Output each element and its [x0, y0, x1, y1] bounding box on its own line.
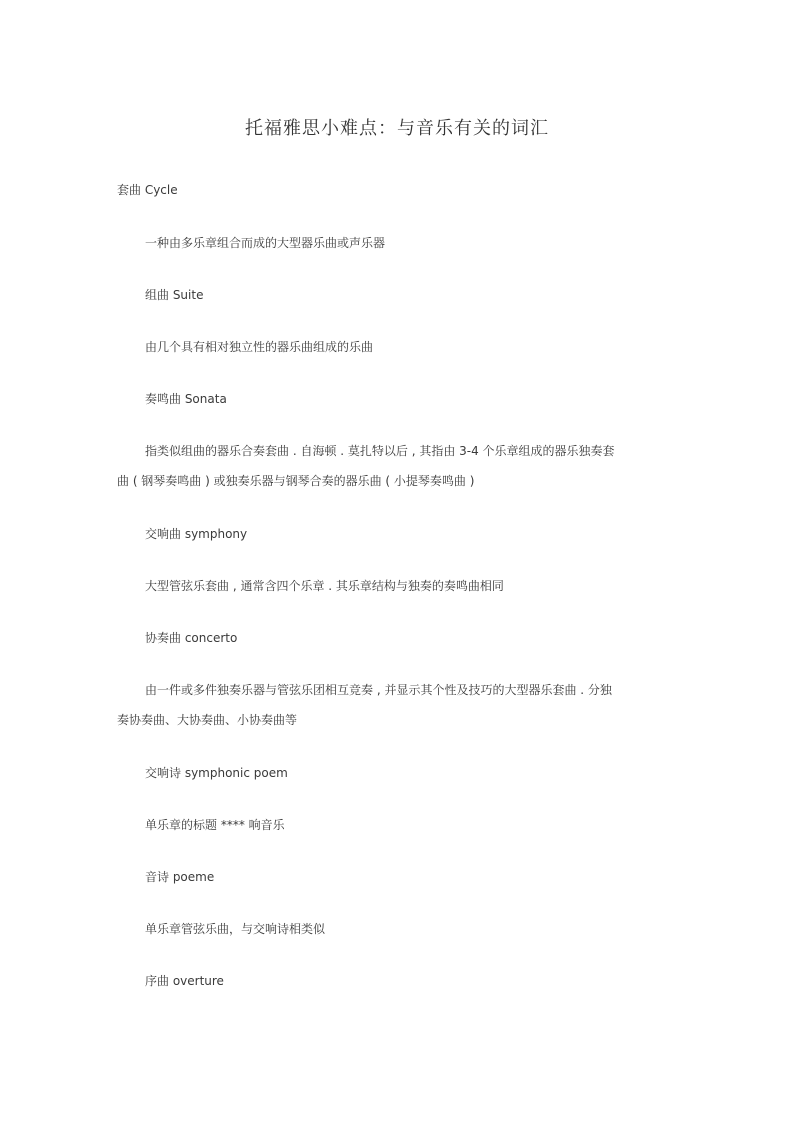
definition-sonata-line-2: 曲 ( 钢琴奏鸣曲 ) 或独奏乐器与钢琴合奏的器乐曲 ( 小提琴奏鸣曲 ) [117, 474, 475, 488]
definition-suite: 由几个具有相对独立性的器乐曲组成的乐曲 [145, 340, 374, 354]
definition-symphonic-poem: 单乐章的标题 **** 响音乐 [145, 818, 285, 832]
term-cycle: 套曲 Cycle [117, 183, 178, 197]
term-overture: 序曲 overture [145, 974, 224, 988]
definition-symphony: 大型管弦乐套曲 , 通常含四个乐章 . 其乐章结构与独奏的奏鸣曲相同 [145, 579, 504, 593]
term-concerto: 协奏曲 concerto [145, 631, 238, 645]
definition-cycle: 一种由多乐章组合而成的大型器乐曲或声乐器 [145, 236, 386, 250]
definition-sonata-line-1: 指类似组曲的器乐合奏套曲 . 自海顿 . 莫扎特以后 , 其指由 3-4 个乐章组成的器乐独奏套 [145, 444, 615, 458]
term-sonata: 奏鸣曲 Sonata [145, 392, 227, 406]
term-symphony: 交响曲 symphony [145, 527, 248, 541]
definition-concerto-line-2: 奏协奏曲、大协奏曲、小协奏曲等 [117, 713, 298, 727]
definition-concerto-line-1: 由一件或多件独奏乐器与管弦乐团相互竞奏 , 并显示其个性及技巧的大型器乐套曲 . 分独 [145, 683, 612, 697]
page-title: 托福雅思小难点：与音乐有关的词汇 [245, 118, 549, 139]
definition-poeme: 单乐章管弦乐曲，与交响诗相类似 [145, 922, 326, 936]
term-symphonic-poem: 交响诗 symphonic poem [145, 766, 288, 780]
term-suite: 组曲 Suite [145, 288, 204, 302]
term-poeme: 音诗 poeme [145, 870, 215, 884]
